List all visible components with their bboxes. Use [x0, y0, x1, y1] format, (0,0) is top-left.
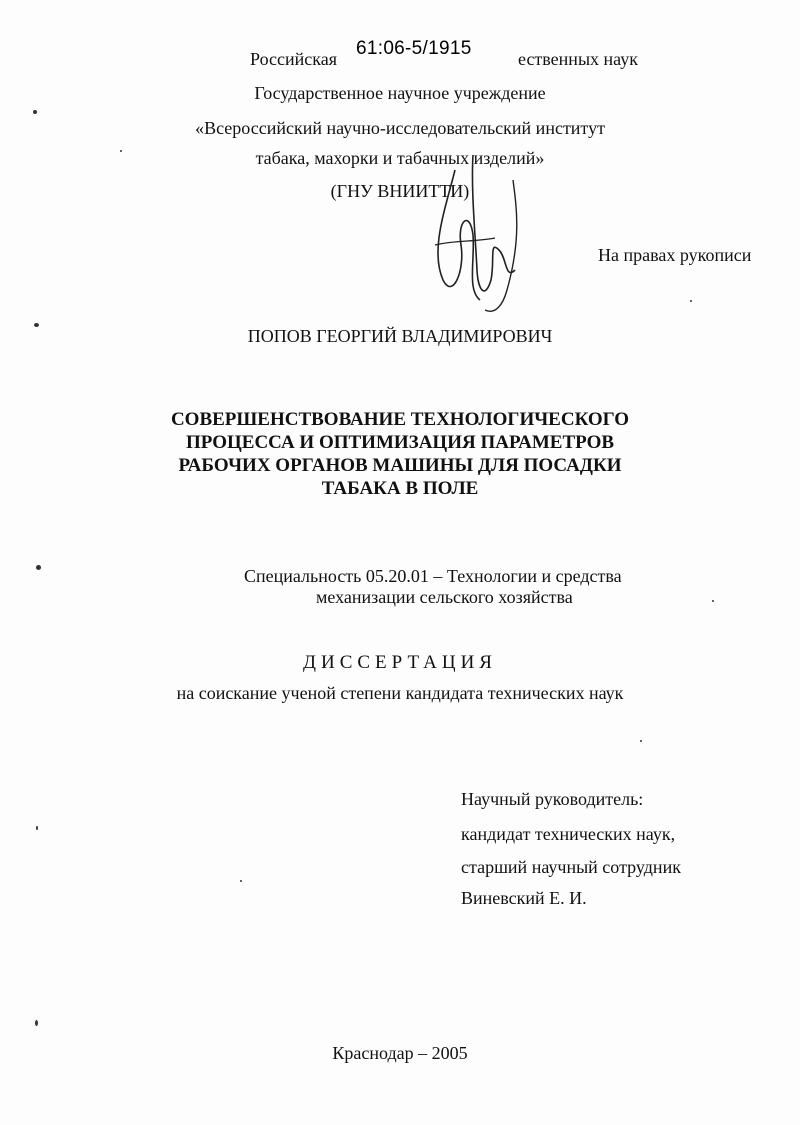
- header-abbreviation: (ГНУ ВНИИТТИ): [330, 181, 470, 201]
- place-and-year: Краснодар – 2005: [332, 1043, 468, 1063]
- scan-speck: [712, 600, 714, 602]
- specialty-line-1: Специальность 05.20.01 – Технологии и средства: [244, 566, 622, 586]
- title-line-2: ПРОЦЕССА И ОПТИМИЗАЦИЯ ПАРАМЕТРОВ: [185, 432, 615, 453]
- scan-speck: [120, 150, 122, 152]
- title-line-1: СОВЕРШЕНСТВОВАНИЕ ТЕХНОЛОГИЧЕСКОГО: [170, 409, 630, 430]
- scan-speck: [33, 110, 37, 114]
- scan-speck: [240, 880, 242, 882]
- title-line-4: ТАБАКА В ПОЛЕ: [321, 478, 479, 499]
- header-line1-right: ественных наук: [518, 49, 638, 69]
- advisor-degree: кандидат технических наук,: [461, 824, 676, 844]
- document-type: ДИССЕРТАЦИЯ: [303, 652, 497, 673]
- scan-speck: [34, 323, 39, 327]
- advisor-position: старший научный сотрудник: [461, 857, 681, 877]
- degree-sought: на соискание ученой степени кандидата технических наук: [176, 683, 624, 703]
- scan-speck: [36, 565, 41, 570]
- advisor-name: Виневский Е. И.: [461, 888, 587, 908]
- author-name: ПОПОВ ГЕОРГИЙ ВЛАДИМИРОВИЧ: [247, 326, 553, 346]
- scan-speck: [36, 826, 38, 830]
- scan-speck: [35, 1020, 38, 1026]
- scan-speck: [690, 300, 692, 302]
- advisor-label: Научный руководитель:: [461, 789, 644, 809]
- header-institution-name-cont: табака, махорки и табачных изделий»: [255, 148, 545, 168]
- header-institution-name: «Всероссийский научно-исследовательский институт: [195, 118, 605, 138]
- specialty-line-2: механизации сельского хозяйства: [316, 587, 573, 607]
- title-line-3: РАБОЧИХ ОРГАНОВ МАШИНЫ ДЛЯ ПОСАДКИ: [178, 455, 622, 476]
- header-line1-left: Российская: [250, 49, 337, 69]
- archive-stamp: 61:06-5/1915: [352, 38, 476, 60]
- rights-note: На правах рукописи: [598, 245, 752, 265]
- scan-speck: [640, 740, 642, 742]
- signature-icon: [425, 150, 535, 320]
- header-institution-type: Государственное научное учреждение: [254, 83, 546, 103]
